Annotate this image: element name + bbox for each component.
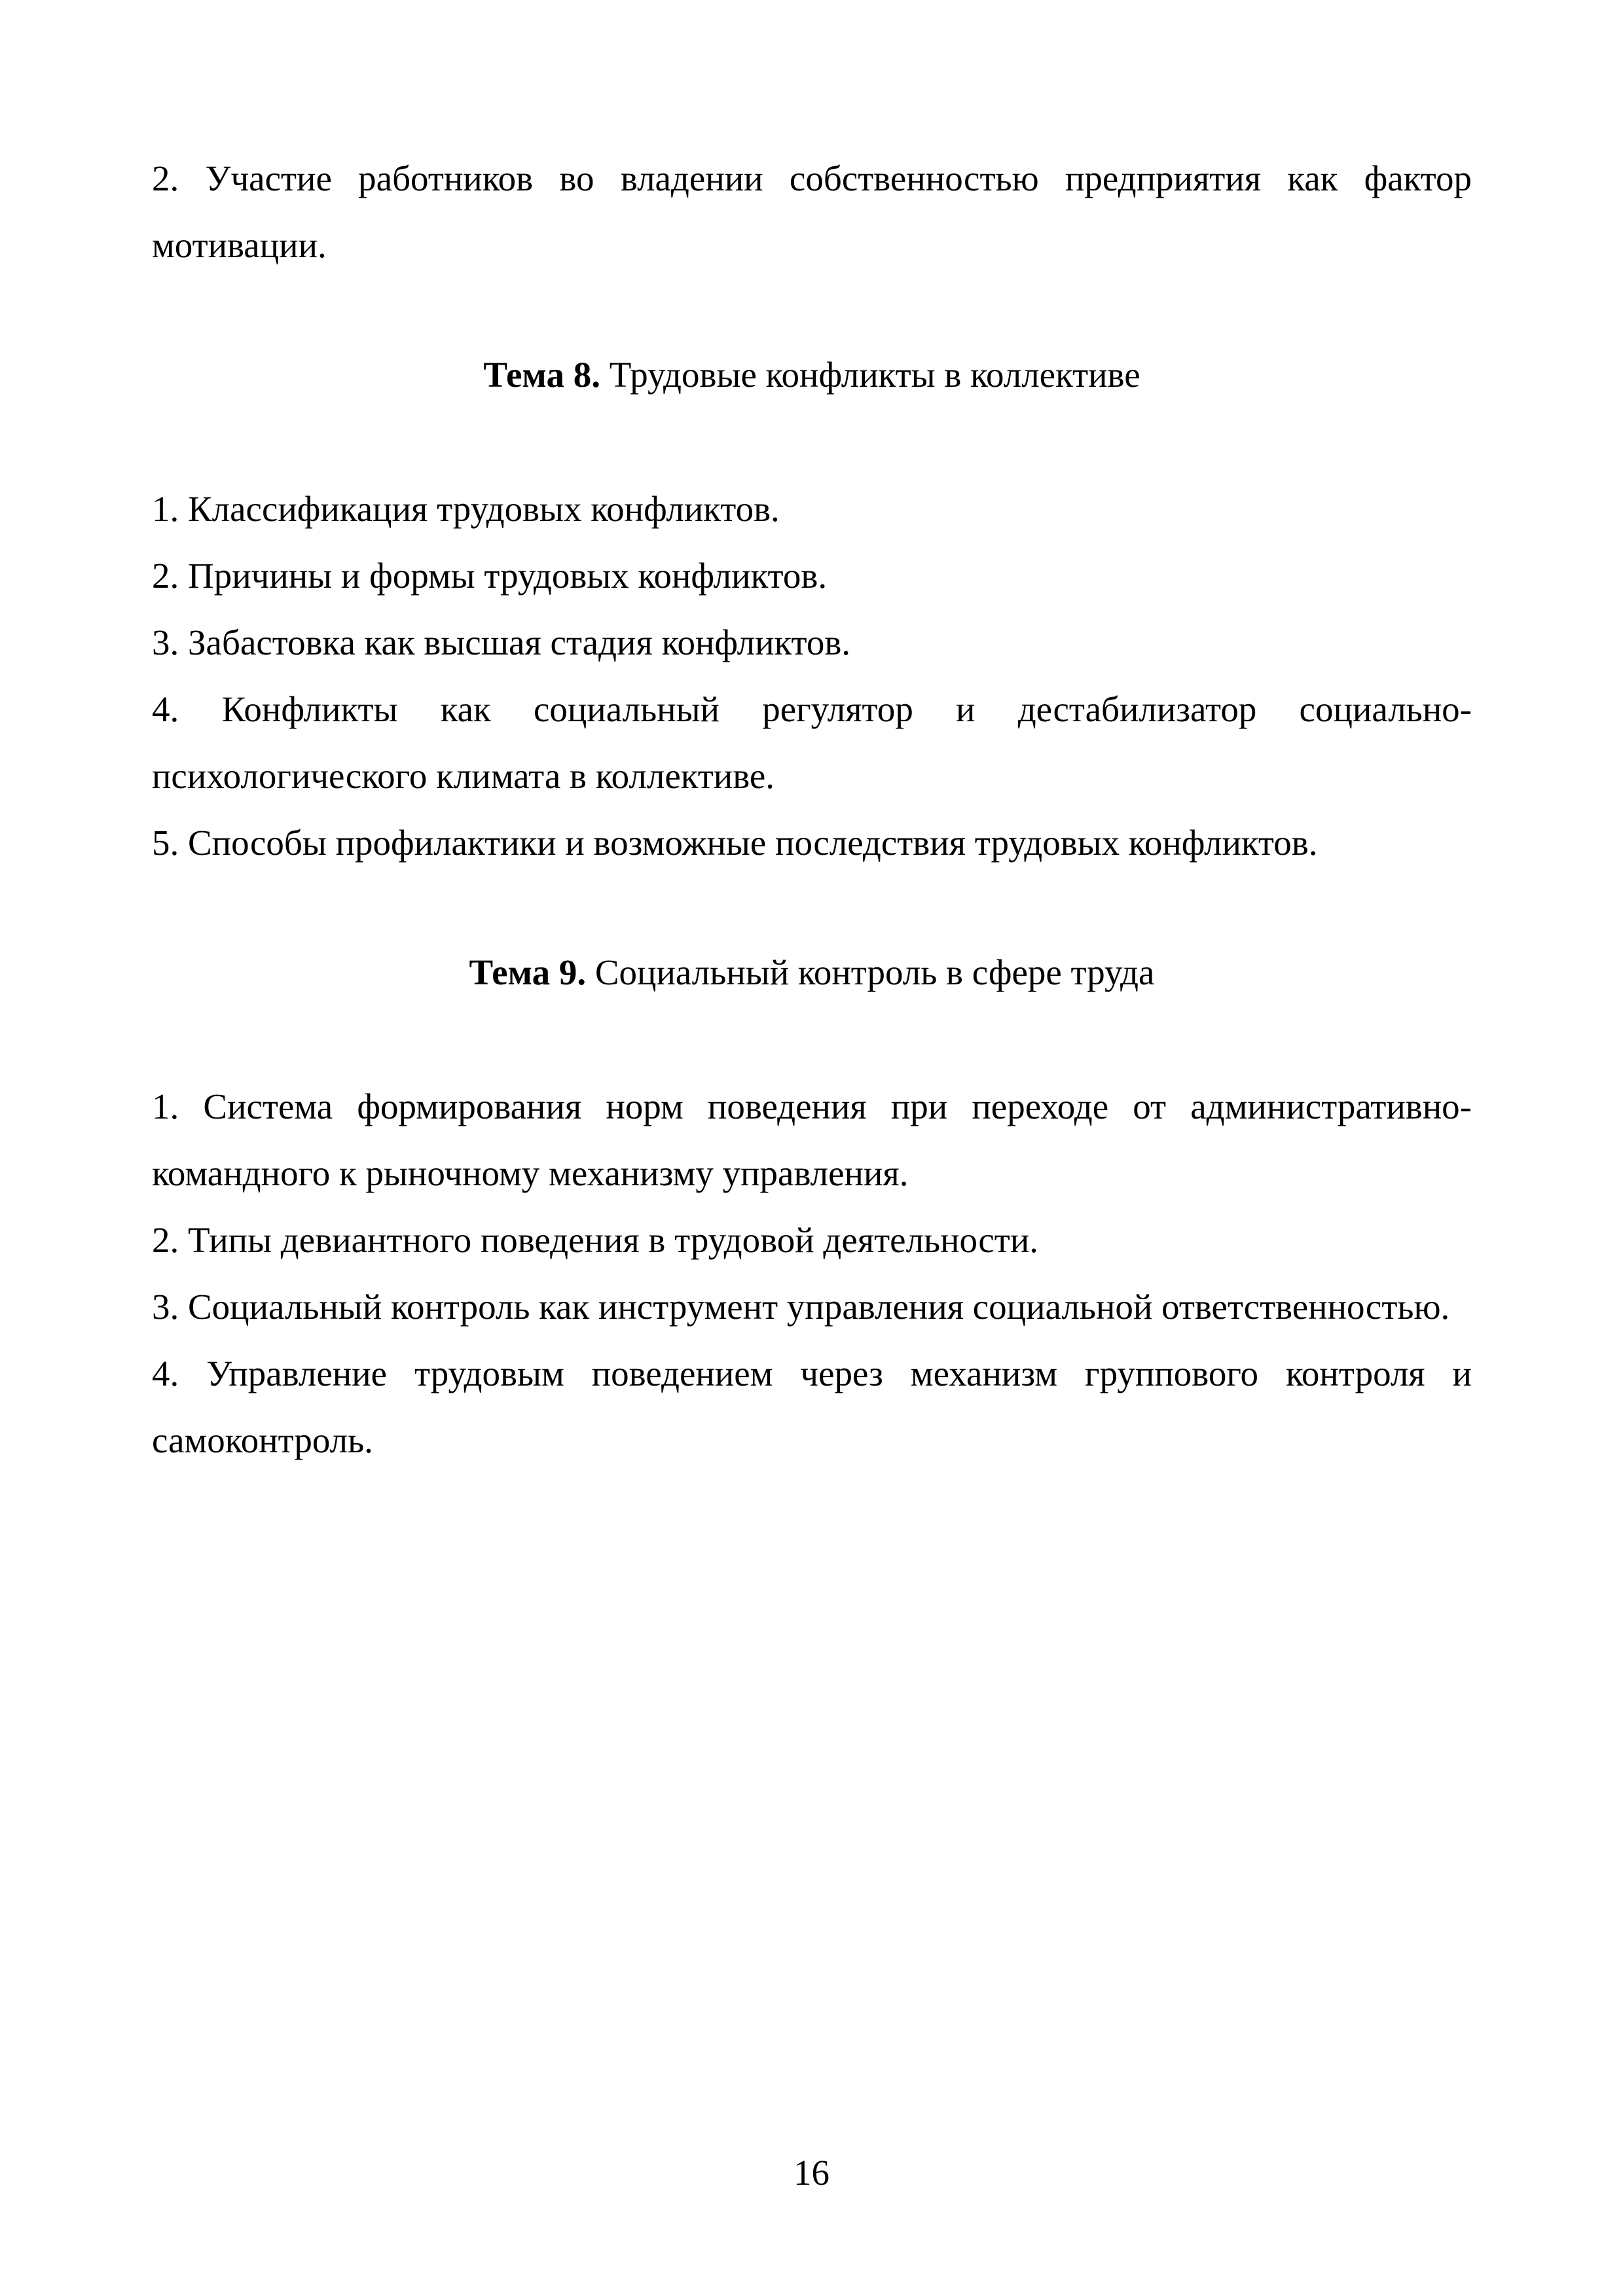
topic8-item-5: 5. Способы профилактики и возможные последствия трудовых конфликтов. <box>152 823 1318 863</box>
topic9-item-1: 1. Система формирования норм поведения при переходе от административно-командного к рыночному механизму управления. <box>152 1086 1472 1193</box>
topic8-item-2: 2. Причины и формы трудовых конфликтов. <box>152 556 828 596</box>
topic9-item-4: 4. Управление трудовым поведением через механизм группового контроля и самоконтроль. <box>152 1354 1472 1460</box>
topic8-label: Тема 8. <box>483 355 600 395</box>
intro-section <box>152 145 1472 279</box>
topic9-item-2: 2. Типы девиантного поведения в трудовой деятельности. <box>152 1220 1039 1260</box>
topic8-item-3: 3. Забастовка как высшая стадия конфликтов. <box>152 622 851 662</box>
topic9-list <box>152 1073 1472 1474</box>
page-number: 16 <box>793 2153 830 2193</box>
topic9-item-3: 3. Социальный контроль как инструмент управления социальной ответственностью. <box>152 1287 1450 1327</box>
topic9-heading-block <box>152 939 1472 1006</box>
topic9-heading <box>152 939 1472 1006</box>
topic8-item-4: 4. Конфликты как социальный регулятор и дестабилизатор социально-психологического климата в коллективе. <box>152 689 1472 796</box>
topic9-title: Социальный контроль в сфере труда <box>586 952 1155 992</box>
topic9-label: Тема 9. <box>469 952 587 992</box>
topic8-heading <box>152 342 1472 408</box>
topic8-heading-block <box>152 342 1472 408</box>
topic8-list <box>152 476 1472 876</box>
intro-item: 2. Участие работников во владении собственностью предприятия как фактор мотивации. <box>152 158 1472 265</box>
topic8-title: Трудовые конфликты в коллективе <box>600 355 1140 395</box>
topic8-item-1: 1. Классификация трудовых конфликтов. <box>152 489 780 529</box>
